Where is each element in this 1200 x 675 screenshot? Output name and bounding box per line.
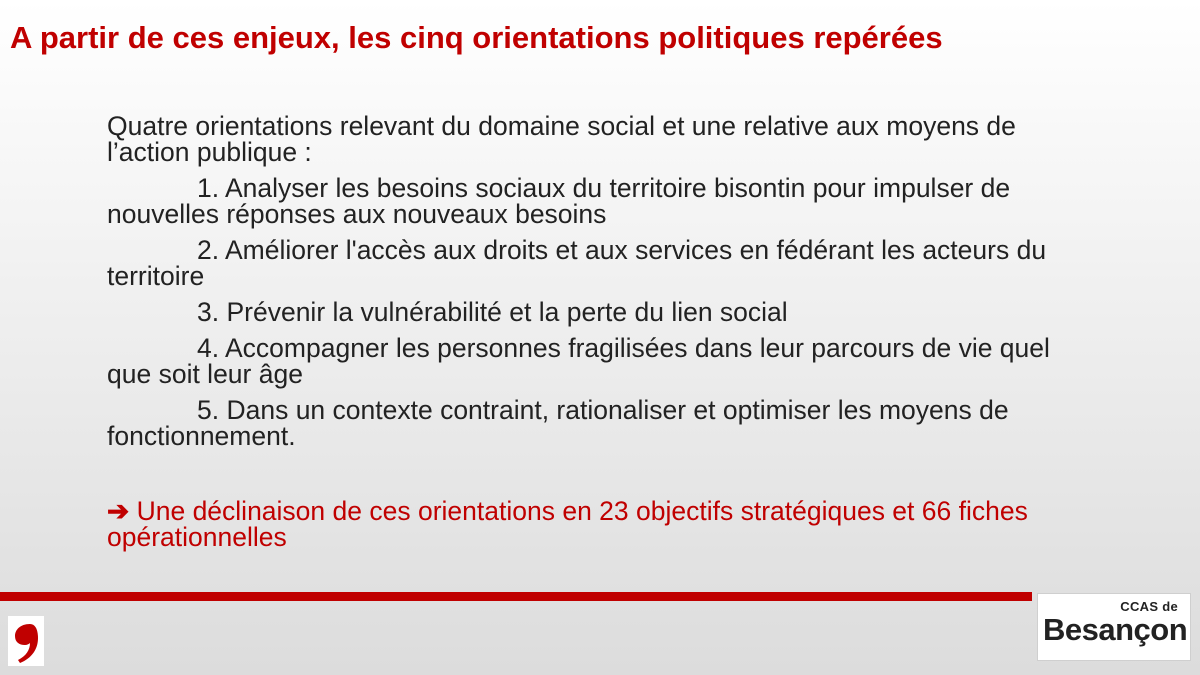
logo-city-name: Besançon: [1043, 612, 1188, 647]
orientation-text-2: 2. Améliorer l'accès aux droits et aux services en fédérant les acteurs du territoire: [107, 235, 1047, 291]
slide-title: A partir de ces enjeux, les cinq orientations politiques repérées: [10, 20, 943, 55]
orientation-text-4: 4. Accompagner les personnes fragilisées dans leur parcours de vie quel que soit leur âge: [107, 333, 1050, 389]
ccas-besancon-logo: [1037, 593, 1191, 661]
conclusion-text: Une déclinaison de ces orientations en 23 objectifs stratégiques et 66 fiches opérationnelles: [107, 496, 1028, 552]
arrow-right-icon: ➔: [107, 496, 130, 526]
slide-body: [107, 113, 1097, 550]
intro-text: Quatre orientations relevant du domaine social et une relative aux moyens de l’action publique :: [107, 111, 1016, 167]
besancon-comma-logo: [8, 616, 44, 666]
orientation-text-5: 5. Dans un contexte contraint, rationaliser et optimiser les moyens de fonctionnement.: [107, 395, 1009, 451]
orientation-item-1: [107, 175, 1097, 227]
orientation-text-3: 3. Prévenir la vulnérabilité et la perte du lien social: [197, 297, 788, 327]
footer-divider: [0, 592, 1032, 601]
conclusion: [107, 498, 1097, 550]
orientation-item-3: [107, 299, 1097, 325]
orientation-item-2: [107, 237, 1097, 289]
orientation-item-4: [107, 335, 1097, 387]
orientation-item-5: [107, 397, 1097, 449]
orientation-text-1: 1. Analyser les besoins sociaux du territoire bisontin pour impulser de nouvelles réponses aux nouveaux besoins: [107, 173, 1011, 229]
logo-ccas-label: CCAS de: [1120, 599, 1178, 614]
